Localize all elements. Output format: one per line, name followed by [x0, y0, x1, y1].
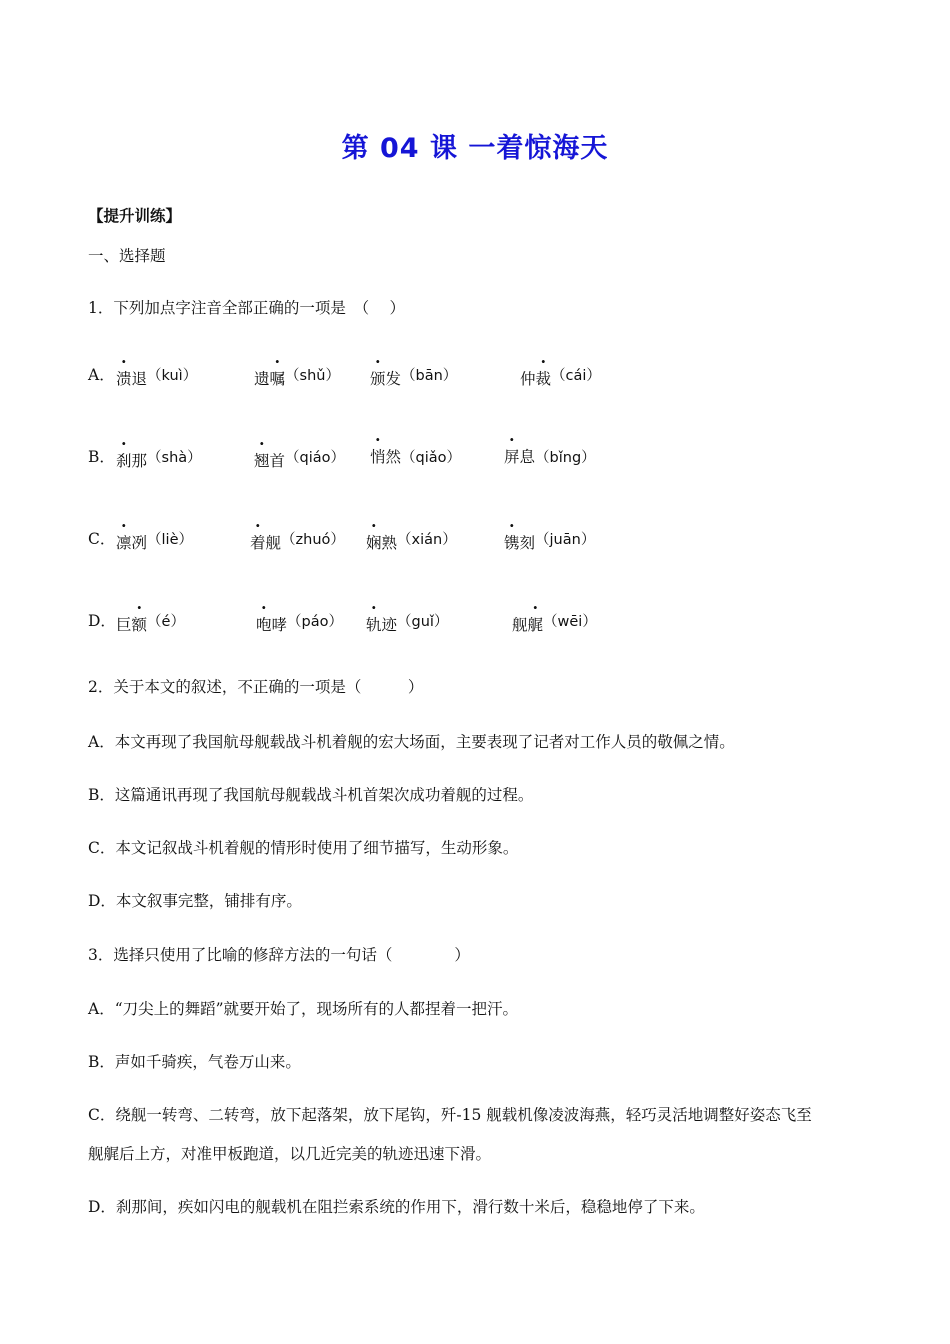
word: [116, 452, 147, 470]
word: [520, 370, 551, 388]
question-2-option-d: D．本文叙事完整，铺排有序。: [88, 892, 302, 910]
word-suffix: 刻: [519, 534, 536, 552]
pinyin: （kuì）: [147, 368, 198, 384]
dotted-character: 艉: [527, 616, 544, 634]
pinyin-item: [254, 445, 346, 470]
dotted-character: 额: [131, 616, 148, 634]
dotted-character: 刹: [116, 452, 132, 470]
pinyin: （shà）: [147, 450, 202, 466]
pinyin-item: [116, 609, 185, 634]
dotted-character: 裁: [535, 370, 552, 388]
section-heading: 【提升训练】: [88, 206, 182, 225]
question-1-stem: 1．下列加点字注音全部正确的一项是 （ ）: [88, 299, 406, 317]
word-suffix: 迹: [381, 616, 398, 634]
word: [254, 370, 285, 388]
pinyin-item: [250, 527, 345, 552]
option-letter: C．: [88, 530, 116, 548]
pinyin-item: [370, 363, 458, 388]
word-prefix: 巨: [116, 616, 132, 634]
word: [254, 452, 285, 470]
pinyin: （wēi）: [543, 614, 597, 630]
pinyin: （guǐ）: [397, 614, 449, 630]
pinyin-item: [370, 445, 461, 467]
question-2-option-b: B．这篇通讯再现了我国航母舰载战斗机首架次成功着舰的过程。: [88, 786, 534, 804]
dotted-character: 凛: [116, 534, 132, 552]
word: [504, 534, 535, 552]
pinyin: （liè）: [147, 532, 194, 548]
pinyin: （cái）: [551, 368, 601, 384]
word: [370, 370, 401, 388]
pinyin-item: [254, 363, 340, 388]
pinyin-item: [366, 527, 457, 552]
pinyin: （qiáo）: [285, 450, 346, 466]
question-3-option-c: C．绕舰一转弯、二转弯，放下起落架，放下尾钩，歼-15 舰载机像凌波海燕，轻巧灵活地调整好姿态飞至: [88, 1106, 812, 1124]
question-2-option-c: C．本文记叙战斗机着舰的情形时使用了细节描写，生动形象。: [88, 839, 519, 857]
word-suffix: 熟: [381, 534, 398, 552]
word-suffix: 舰: [265, 534, 282, 552]
word-suffix: 息: [519, 448, 536, 466]
word-prefix: 仲: [520, 370, 536, 388]
pinyin-item: [504, 445, 596, 467]
question-3-option-a: A．“刀尖上的舞蹈”就要开始了，现场所有的人都捏着一把汗。: [88, 1000, 519, 1018]
question-1-option-b: [88, 445, 868, 475]
word-prefix: 遗: [254, 370, 270, 388]
question-1-option-a: [88, 363, 868, 393]
word: [504, 448, 535, 466]
word-prefix: 舰: [512, 616, 528, 634]
question-3-option-c-continued: 舰艉后上方，对准甲板跑道，以几近完美的轨迹迅速下滑。: [88, 1145, 492, 1163]
question-3-stem: 3．选择只使用了比喻的修辞方法的一句话（ ）: [88, 946, 470, 964]
word-suffix: 哮: [271, 616, 288, 634]
word-suffix: 发: [385, 370, 402, 388]
word: [116, 616, 147, 634]
pinyin-item: [512, 609, 597, 634]
question-3-option-d: D．刹那间，疾如闪电的舰载机在阻拦索系统的作用下，滑行数十米后，稳稳地停了下来。: [88, 1198, 705, 1216]
pinyin: （xián）: [397, 532, 457, 548]
dotted-character: 悄: [370, 448, 386, 466]
word: [256, 616, 287, 634]
pinyin-item: [366, 609, 449, 634]
dotted-character: 翘: [254, 452, 270, 470]
dotted-character: 镌: [504, 534, 520, 552]
word-suffix: 冽: [131, 534, 148, 552]
question-3-option-b: B．声如千骑疾，气卷万山来。: [88, 1053, 301, 1071]
part-heading: 一、选择题: [88, 247, 166, 265]
word-suffix: 那: [131, 452, 148, 470]
pinyin: （qiǎo）: [401, 450, 462, 466]
word: [366, 534, 397, 552]
pinyin-item: [116, 445, 202, 470]
word: [370, 448, 401, 466]
word-suffix: 退: [131, 370, 148, 388]
pinyin: （shǔ）: [285, 368, 340, 384]
pinyin: （é）: [147, 614, 185, 630]
dotted-character: 轨: [366, 616, 382, 634]
dotted-character: 嘱: [269, 370, 286, 388]
pinyin-item: [520, 363, 601, 388]
question-1-option-c: [88, 527, 868, 557]
pinyin: （juān）: [535, 532, 596, 548]
word: [512, 616, 543, 634]
dotted-character: 着: [250, 534, 266, 552]
dotted-character: 娴: [366, 534, 382, 552]
dotted-character: 咆: [256, 616, 272, 634]
word: [250, 534, 281, 552]
word: [116, 534, 147, 552]
dotted-character: 屏: [504, 448, 520, 466]
question-1-option-d: [88, 609, 868, 639]
pinyin: （zhuó）: [281, 532, 345, 548]
pinyin: （páo）: [287, 614, 343, 630]
word: [116, 370, 147, 388]
dotted-character: 溃: [116, 370, 132, 388]
word: [366, 616, 397, 634]
option-letter: B．: [88, 448, 115, 466]
page-title: 第 04 课 一着惊海天: [341, 133, 609, 164]
word-suffix: 然: [385, 448, 402, 466]
pinyin: （bān）: [401, 368, 458, 384]
pinyin-item: [116, 363, 198, 388]
pinyin-item: [116, 527, 194, 552]
question-2-option-a: A．本文再现了我国航母舰载战斗机着舰的宏大场面，主要表现了记者对工作人员的敬佩之情。: [88, 733, 735, 751]
pinyin-item: [504, 527, 596, 552]
word-suffix: 首: [269, 452, 286, 470]
option-letter: A．: [88, 366, 115, 384]
pinyin: （bǐng）: [535, 450, 596, 466]
option-letter: D．: [88, 612, 116, 630]
question-2-stem: 2．关于本文的叙述，不正确的一项是（ ）: [88, 678, 424, 696]
dotted-character: 颁: [370, 370, 386, 388]
pinyin-item: [256, 609, 343, 634]
